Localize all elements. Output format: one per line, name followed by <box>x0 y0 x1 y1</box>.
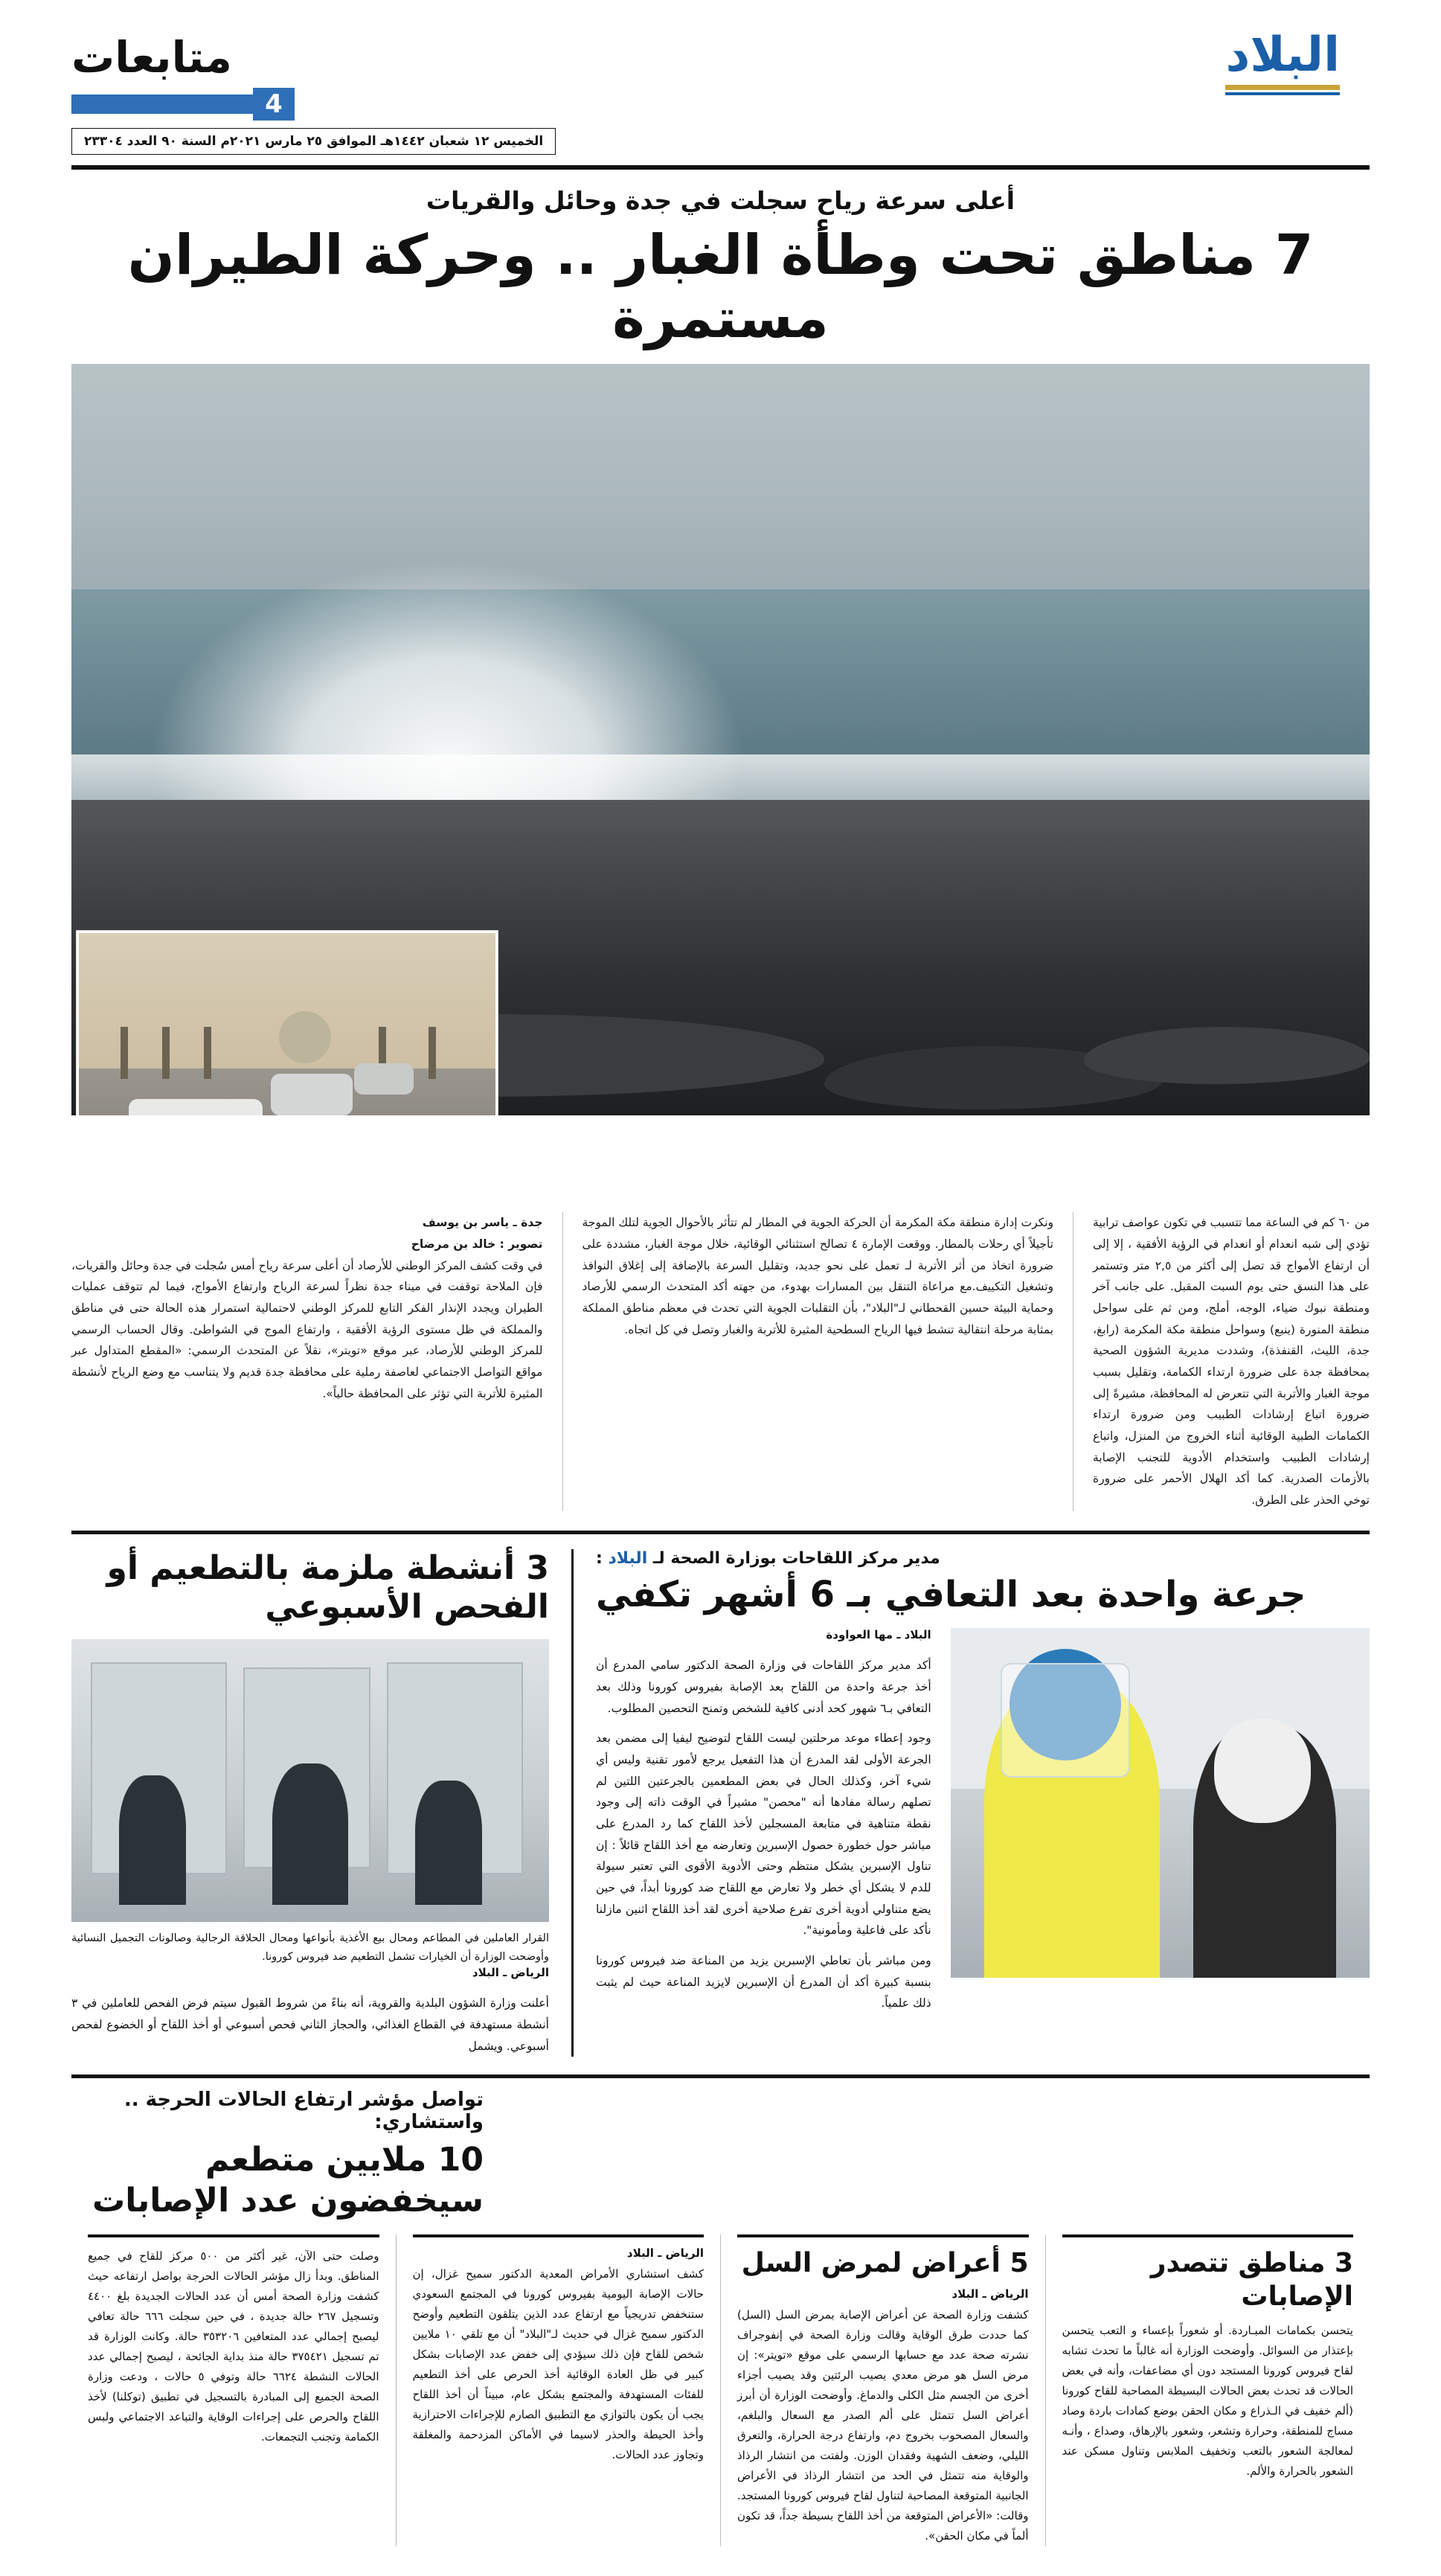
section-badge-row <box>71 88 295 121</box>
bottom-col-4-text: وصلت حتى الآن، غير أكثر من ٥٠٠ مركز للقاح في جميع المناطق. وبدأ زال مؤشر الحالات الحرجة بواصل ارتفاعه حيث كشفت وزارة الصحة أمس أن عدد الحالات الجديدة بلغ ٤٤٠٠ وتسجيل ٢٦٧ حالة جديدة ، في حين سجلت ٦٦٦ حالة تعافي ليصبح إجمالي عدد المتعافين ٣٥٣٢٠٦ حالة. وكانت الوزارة قد تم تسجيل ٣٧٥٤٢١ حالة منذ بداية الجائحة ، ليصبح إجمالي عدد الحالات النشطة ٦٦٢٤ حالة وتوفي ٥ حالات ، ودعت وزارة الصحة الجميع إلى المبادرة بالتسجيل في تطبيق (توكلنا) لأخذ اللقاح والحرص على إجراءات الوقاية والتباعد الاجتماعي ولبس الكمامة وتجنب التجمعات. <box>88 2249 379 2444</box>
logo-text: البلاد <box>1225 28 1340 83</box>
mid-section <box>71 1534 1370 2057</box>
lead-photo-credit: تصوير : خالد بن مرضاح <box>411 1237 543 1251</box>
bottom-col-2-byline: الرياض ـ البلاد <box>951 2287 1029 2301</box>
mid-left-kicker <box>596 1549 1370 1574</box>
mid-right-caption: القرار العاملين في المطاعم ومحال بيع الأغذية بأنواعها ومحال الحلاقة الرجالية وصالونات التجميل النسائية وأوضحت الوزارة أن الخيارات تشمل التطعيم ضد فيروس كورونا. <box>71 1932 549 1963</box>
page-number: 4 <box>253 88 295 121</box>
dateline: الخميس ١٢ شعبان ١٤٤٢هـ الموافق ٢٥ مارس ٢٠٢١م السنة ٩٠ العدد ٢٣٣٠٤ <box>71 128 556 155</box>
lead-kicker: أعلى سرعة رياح سجلت في جدة وحائل والقريات <box>426 186 1015 215</box>
mid-left-kicker-brand: البلاد <box>608 1548 648 1568</box>
newspaper-logo <box>1002 22 1370 95</box>
lead-headline: 7 مناطق تحت وطأة الغبار .. وحركة الطيران مستمرة <box>127 223 1314 351</box>
bottom-col-1-headline: 3 مناطق تتصدر الإصابات <box>1150 2248 1353 2313</box>
lead-inset-photo <box>77 931 498 1115</box>
mid-left-kicker-after: : <box>595 1548 609 1568</box>
mid-right-text: أعلنت وزارة الشؤون البلدية والقروية، أنه بناءً من شروط القبول سيتم فرض الفحص للعاملين في ٣ أنشطة مستهدفة في القطاع الغذائي، والحجاز الثاني فحص أسبوعي أو أخذ اللقاح أو الخضوع لفحص أسبوعي. ويشمل <box>71 1996 549 2053</box>
mid-left-text-3: ومن مباشر بأن تعاطي الإسبرين يزيد من المناعة ضد فيروس كورونا بنسبة كبيرة أكد أن المدرع أن الإسبرين لايزيد المناعة حيث لم يثبت ذلك علمياً. <box>595 1953 931 2011</box>
mid-right-byline: الرياض ـ البلاد <box>472 1966 549 1980</box>
mid-left-headline: جرعة واحدة بعد التعافي بـ 6 أشهر تكفي <box>595 1573 1306 1615</box>
bottom-col-2-text: كشفت وزارة الصحة عن أعراض الإصابة بمرض السل (السل) كما حددت طرق الوقاية وقالت وزارة الصحة في إنفوجراف نشرته صحة عدد مع حسابها الرسمي على موقع «تويتر»: إن مرض السل هو مرض معدي يصيب الرئتين وقد يصيب أجزاء أخرى من الجسم مثل الكلى والدماغ. وأوضحت الوزارة أن أبرز أعراض السل تتمثل على ألم الصدر مع السعال والبلغم، والسعال المصحوب بخروج دم، وارتفاع درجة الحرارة، والتعرق الليلي، وضعف الشهية وفقدان الوزن. ولفتت من انتشار الرذاذ والوقاية منه تتمثل في الحد من انتشار الرذاذ في الأعراض الجانبية المتوقعة المصاحبة لتناول لقاح فيروس كورونا المستجد. وقالت: «الأعراض المتوقعة من أخذ اللقاح بسيطة جداً، قد تكون ألماً في مكان الحقن». <box>737 2308 1029 2543</box>
mid2-headline: 10 ملايين متطعم سيخفضون عدد الإصابات <box>92 2141 484 2220</box>
lead-column-2: ونكرت إدارة منطقة مكة المكرمة أن الحركة الجوية في المطار لم تتأثر بالأحوال الجوية لتلك الموجة تأجيلاً أي رحلات بالمطار. ووقعت الإمارة ٤ تصالح استثنائي الوقائية، خلال موجة الغبار، مشددة على ضرورة اتخاذ من أثر الأتربة لـ تعمل على نحو جديد، وتقليل السرعة بالإضافة إلى إغلاق النوافذ وتشغيل التكييف.مع مراعاة التنقل بين المسارات بهدوء، من جهته أكد المتحدث الرسمي للأرصاد وحماية البيئة حسين القحطاني لـ"البلاد"، بأن التقلبات الجوية التي تحدث في معظم مناطق المملكة بمثابة مرحلة انتقالية تنشط فيها الرياح السطحية المثيرة للأتربة والغبار وتصل في كل اتجاه. <box>582 1216 1053 1336</box>
mid-left-text-2: وجود إعطاء موعد مرحلتين ليست اللقاح لتوضيح ليفيا إلى مضمن بعد الجرعة الأولى لقد المدرع أن هذا التفعيل يرجع لأمور تقنية وليس أي شيء آخر، وكذلك الحال في بعض المطعمين بالجرعتين اللتين لم تصلهم رسالة مفادها أنه "محصن" مشيراً في الوقت ذاته إلى وجود نقطة متناهية في متابعة المسجلين لأخذ اللقاح كما رد المدرع على مباشر حول خطورة حصول الإسبرين وتعارضه مع أخذ اللقاح قائلاً : إن تناول الإسبرين يشكل منتظم وحتى الأدوية الأقوى التي تعتبر سيولة للدم لا يشكل أي خطر ولا تعارض مع اللقاح ضد كورونا أبداً، في حين يضع متناولي أدوية أخرى تفرع صلاحية أخرى لقد أخذ اللقاح اثنين مازلنا نأكد على فاعلية ومأمونية". <box>595 1731 931 1938</box>
bottom-column-stats <box>71 2234 396 2546</box>
bottom-col-3-text: كشف استشاري الأمراض المعدية الدكتور سميح غزال، إن حالات الإصابة اليومية بفيروس كورونا في المجتمع السعودي ستنخفض تدريجياً مع ارتفاع عدد الذين يتلقون التطعيم وأوضح الدكتور سميح غزال في حديث لـ"البلاد" أن مع تلقي ١٠ ملايين شخص للقاح فإن ذلك سيؤدي إلى خفض عدد الإصابات بشكل كبير في ظل العادة الوقائية أخذ الحرص على أخذ التطعيم للفئات المستهدفة والمجتمع بشكل عام، مبيناً أن أخذ اللقاح يجب أن يكون بالتوازي مع التطبيق الصارم للإجراءات الاحترازية وأخذ الحيطة والحذر لاسيما في الأماكن المزدحمة والمغلقة وتجاوز عدد الحالات. <box>412 2267 705 2462</box>
section-title: متابعات <box>71 32 232 83</box>
dateline-row <box>0 121 1441 155</box>
logo-rule-gold <box>1225 85 1340 90</box>
section-bar <box>71 94 253 114</box>
bottom-column-vaccinated <box>397 2234 721 2546</box>
vaccination-booths-photo <box>71 1639 549 1922</box>
lead-column-1 <box>71 1212 543 1510</box>
lead-column-3: من ٦٠ كم في الساعة مما تتسبب في تكون عواصف ترابية تؤدي إلى شبه انعدام أو انعدام في الرؤية الأفقية ، إلا إلى أن ارتفاع الأمواج قد تصل إلى أكثر من ٢,٥ متر وتستمر على هذا النسق حتى يوم السبت المقبل. على جانب آخر ومنطقة نبوك ضياء، الوجه، أملج، ومن ثم على سواحل منطقة المنورة (ينبع) وسواحل منطقة مكة المكرمة (رابغ، جدة، الليث، القنفذة)، وشددت مديرية الشؤون الصحية بمحافظة جدة على ضرورة ارتداء الكمامة، وتقليل بسبب موجة الغبار والأتربة التي تتعرض له المحافظة، مشيرةً إلى ضرورة اتباع إرشادات الطبيب ومن ضرورة ارتداء الكمامات الطبية الوقائية أثناء الخروج من المنزل، واتباع إرشادات الطبيب واستخدام الأدوية للتجنب الإصابة بالأزمات الصدرية. كما أكد الهلال الأحمر على ضرورة توخي الحذر على الطرق. <box>1093 1216 1370 1507</box>
bottom-col-1-text: يتحسن بكمامات المبـاردة. أو شعوراً بإعساء و التعب يتحسن بإعتذار من السوائل. وأوضحت الوزارة أنه غالباً ما تحدث تشابه لقاح فيروس كورونا المستجد دون أي مضاعفات، وأنه في بعض الحالات قد تحدث بعض الحالات البسيطة المصاحبة للقاح كورونا (ألم خفيف في الـذراع و مكان الحقن بوضع كمادات باردة وصاد مساج للمنطقة، وحرارة وتشعر، وشعور بالإرهاق، وصداع ، وأنـه لمعالجة الشعور بالتعب وتخفيف الملابس وتناول مسكن عند الشعور بالحرارة والألم. <box>1062 2324 1353 2479</box>
bottom-column-tb <box>721 2234 1045 2546</box>
story-vaccine-dose <box>596 1549 1370 2014</box>
story-three-activities <box>71 1549 549 2057</box>
story-ten-million <box>71 2078 1370 2221</box>
mid-left-kicker-before: مدير مركز اللقاحات بوزارة الصحة لـ <box>647 1548 940 1568</box>
mid-right-headline: 3 أنشطة ملزمة بالتطعيم أو الفحص الأسبوعي <box>106 1548 549 1627</box>
lead-byline: جدة ـ ياسر بن يوسف <box>422 1216 543 1230</box>
lead-body <box>71 1212 1370 1510</box>
bottom-columns <box>71 2234 1370 2546</box>
mid-left-text-1: أكد مدير مركز اللقاحات في وزارة الصحة الدكتور سامي المدرع أن أخذ جرعة واحدة من اللقاح بعد الإصابة بفيروس كورونا وذلك بعد التعافي بـ٦ شهور كحد أدنى كافية للشخص وتمنح التحصين المطلوب. <box>595 1659 931 1715</box>
logo-rule-blue <box>1225 92 1340 95</box>
mid-left-byline: البلاد ـ مها العواودة <box>826 1628 931 1642</box>
bottom-column-infections <box>1046 2234 1370 2546</box>
masthead <box>0 0 1441 121</box>
section-block <box>71 22 295 121</box>
vaccination-photo <box>951 1628 1370 1978</box>
bottom-col-3-byline: الرياض ـ البلاد <box>626 2246 704 2261</box>
bottom-col-2-headline: 5 أعراض لمرض السل <box>741 2248 1029 2279</box>
lead-story <box>71 170 1370 1115</box>
lead-column-1-text: في وقت كشف المركز الوطني للأرصاد أن أعلى سرعة رياح أمس سُجلت في جدة وحائل والقريات، فإن الملاحة توقفت في ميناء جدة نظراً لسرعة الرياح وارتفاع الأمواج، فيما لم تتوقف عمليات الطيران ويجدد الإنذار الفكر التابع للمركز الوطني لاحتمالية استمرار هذه الحالة حتى في مناطق والمملكة في ظل مستوى الرؤية الأفقية ، وارتفاع الموج في الشواطئ. وقال الحساب الرسمي للمركز الوطني للأرصاد، عبر موقع «تويتر»، نقلاً عن المتحدث الرسمي: «المقطع المتداول عبر مواقع التواصل الاجتماعي لعاصفة رملية على محافظة جدة قديم ولا يتناسب مع وضع الرياح لأنشطة المثيرة للأتربة التي تؤثر على المحافظة حالياً». <box>71 1258 543 1400</box>
lead-photo <box>71 364 1370 1115</box>
mid2-kicker: تواصل مؤشر ارتفاع الحالات الحرجة .. واستشاري: <box>123 2089 484 2134</box>
